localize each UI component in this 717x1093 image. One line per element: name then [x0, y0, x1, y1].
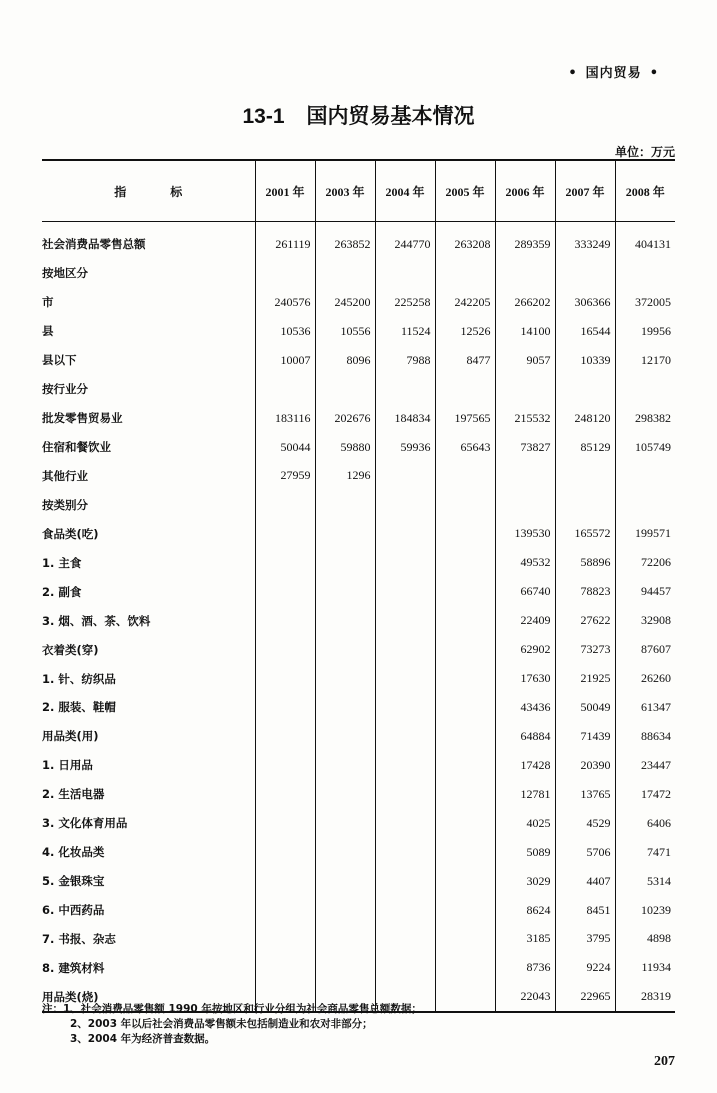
- table-cell: 12781: [495, 780, 555, 809]
- table-cell: [255, 548, 315, 577]
- table-cell: 71439: [555, 722, 615, 751]
- table-cell: 22965: [555, 982, 615, 1012]
- row-label: 社会消费品零售总额: [42, 237, 146, 252]
- table-cell: [555, 490, 615, 519]
- table-row: [42, 867, 675, 896]
- table-cell: [315, 780, 375, 809]
- table-body: [42, 222, 675, 1013]
- table-cell: [255, 693, 315, 722]
- table-cell: [315, 606, 375, 635]
- header-year: 2007 年: [555, 160, 615, 222]
- row-label: 其他行业: [42, 468, 88, 483]
- table-cell: [435, 490, 495, 519]
- table-cell: [615, 490, 675, 519]
- table-cell: 73273: [555, 635, 615, 664]
- table-cell: 14100: [495, 317, 555, 346]
- table-cell: 10339: [555, 346, 615, 375]
- table-cell: 9057: [495, 346, 555, 375]
- table-cell: 244770: [375, 222, 435, 259]
- table-cell: [435, 751, 495, 780]
- table-cell: 263208: [435, 222, 495, 259]
- table-cell: [375, 664, 435, 693]
- table-cell: [375, 751, 435, 780]
- table-cell: 183116: [255, 404, 315, 433]
- table-cell: [375, 519, 435, 548]
- table-cell: 215532: [495, 404, 555, 433]
- table-cell: 32908: [615, 606, 675, 635]
- header-year: 2006 年: [495, 160, 555, 222]
- table-row: [42, 317, 675, 346]
- table-cell: 8736: [495, 953, 555, 982]
- table-cell: [435, 375, 495, 404]
- unit-label: 单位：万元: [614, 145, 675, 159]
- table-cell: 17630: [495, 664, 555, 693]
- table-cell: 289359: [495, 222, 555, 259]
- row-label: 衣着类(穿): [42, 642, 99, 657]
- page-title: [0, 100, 717, 130]
- table-row: [42, 693, 675, 722]
- row-label: 4. 化妆品类: [42, 845, 105, 860]
- footnote: 3、2004 年为经济普查数据。: [70, 1033, 216, 1045]
- table-cell: 202676: [315, 404, 375, 433]
- row-label: 住宿和餐饮业: [42, 440, 111, 455]
- table-cell: 17472: [615, 780, 675, 809]
- row-label: 县以下: [42, 353, 77, 368]
- table-row: [42, 809, 675, 838]
- table-cell: [255, 375, 315, 404]
- table-cell: 184834: [375, 404, 435, 433]
- table-cell: [315, 259, 375, 288]
- table-row: [42, 606, 675, 635]
- table-cell: 43436: [495, 693, 555, 722]
- table-cell: [315, 664, 375, 693]
- table-cell: [615, 259, 675, 288]
- table-cell: [435, 519, 495, 548]
- table-cell: 242205: [435, 288, 495, 317]
- table-cell: [435, 925, 495, 954]
- table-cell: 16544: [555, 317, 615, 346]
- table-row: [42, 519, 675, 548]
- table-cell: 333249: [555, 222, 615, 259]
- table-cell: [255, 519, 315, 548]
- table-cell: 105749: [615, 433, 675, 462]
- table-cell: [255, 606, 315, 635]
- table-cell: [255, 925, 315, 954]
- table-cell: 19956: [615, 317, 675, 346]
- table-cell: 7471: [615, 838, 675, 867]
- table-cell: 4407: [555, 867, 615, 896]
- table-title: 国内贸易基本情况: [306, 104, 475, 128]
- table-cell: 78823: [555, 577, 615, 606]
- table-row: [42, 925, 675, 954]
- row-label: 3. 烟、酒、茶、饮料: [42, 613, 151, 628]
- table-cell: 13765: [555, 780, 615, 809]
- table-cell: [315, 722, 375, 751]
- row-label: 1. 针、纺织品: [42, 671, 116, 686]
- table-cell: 5706: [555, 838, 615, 867]
- table-cell: 240576: [255, 288, 315, 317]
- table-cell: [375, 925, 435, 954]
- table-cell: [255, 953, 315, 982]
- table-row: [42, 838, 675, 867]
- table-cell: 27959: [255, 462, 315, 491]
- row-label: 按类别分: [42, 497, 88, 512]
- header-indicator: 指标: [42, 160, 255, 222]
- table-cell: 11524: [375, 317, 435, 346]
- header-year: 2005 年: [435, 160, 495, 222]
- table-cell: [255, 896, 315, 925]
- table-cell: [375, 809, 435, 838]
- table-cell: [435, 809, 495, 838]
- footnote: 2、2003 年以后社会消费品零售额未包括制造业和农对非部分；: [70, 1018, 373, 1030]
- table-cell: [315, 953, 375, 982]
- table-cell: [255, 722, 315, 751]
- table-cell: 85129: [555, 433, 615, 462]
- row-label: 批发零售贸易业: [42, 411, 123, 426]
- table-row: [42, 751, 675, 780]
- table-row: [42, 433, 675, 462]
- table-row: [42, 780, 675, 809]
- table-cell: 62902: [495, 635, 555, 664]
- table-cell: 7988: [375, 346, 435, 375]
- row-label: 用品类(烧): [42, 982, 255, 1012]
- table-cell: [495, 490, 555, 519]
- table-cell: 248120: [555, 404, 615, 433]
- page-number: 207: [654, 1054, 675, 1069]
- table-cell: [315, 925, 375, 954]
- table-cell: 9224: [555, 953, 615, 982]
- table-cell: 225258: [375, 288, 435, 317]
- table-cell: [255, 838, 315, 867]
- table-cell: [255, 635, 315, 664]
- table-cell: [435, 722, 495, 751]
- row-label: 7. 书报、杂志: [42, 931, 116, 946]
- table-cell: 4025: [495, 809, 555, 838]
- table-cell: [495, 259, 555, 288]
- table-cell: 61347: [615, 693, 675, 722]
- table-cell: [315, 896, 375, 925]
- row-label: 县: [42, 324, 54, 339]
- table-cell: 10239: [615, 896, 675, 925]
- table-cell: 58896: [555, 548, 615, 577]
- table-cell: [375, 867, 435, 896]
- table-cell: [555, 462, 615, 491]
- table-cell: [375, 953, 435, 982]
- table-cell: [315, 548, 375, 577]
- table-cell: 88634: [615, 722, 675, 751]
- table-cell: 10556: [315, 317, 375, 346]
- table-header-row: [42, 160, 675, 222]
- row-label: 8. 建筑材料: [42, 960, 105, 975]
- row-label: 2. 生活电器: [42, 787, 105, 802]
- table-cell: 8477: [435, 346, 495, 375]
- table-cell: 73827: [495, 433, 555, 462]
- table-cell: 22043: [495, 982, 555, 1012]
- table-cell: [315, 577, 375, 606]
- bullet-dot-right: •: [649, 66, 659, 81]
- table-cell: 94457: [615, 577, 675, 606]
- table-cell: [435, 780, 495, 809]
- table-cell: [375, 375, 435, 404]
- table-cell: [495, 462, 555, 491]
- table-cell: 266202: [495, 288, 555, 317]
- table-cell: 3029: [495, 867, 555, 896]
- table-cell: 8451: [555, 896, 615, 925]
- table-cell: 12170: [615, 346, 675, 375]
- table-cell: [615, 375, 675, 404]
- footnotes: [42, 1002, 422, 1047]
- table-row: [42, 548, 675, 577]
- table-cell: [555, 375, 615, 404]
- table-cell: 5089: [495, 838, 555, 867]
- table-cell: [555, 259, 615, 288]
- table-cell: [435, 577, 495, 606]
- header-year: 2004 年: [375, 160, 435, 222]
- bullet-dot-left: •: [568, 66, 578, 81]
- table-row: [42, 635, 675, 664]
- table-cell: [375, 490, 435, 519]
- table-cell: 298382: [615, 404, 675, 433]
- table-cell: [255, 751, 315, 780]
- table-row: [42, 288, 675, 317]
- row-label: 按行业分: [42, 382, 88, 397]
- table-cell: [375, 462, 435, 491]
- table-cell: 4898: [615, 925, 675, 954]
- table-cell: 8096: [315, 346, 375, 375]
- row-label: 1. 主食: [42, 555, 82, 570]
- table-cell: [255, 780, 315, 809]
- table-cell: 372005: [615, 288, 675, 317]
- table-cell: 20390: [555, 751, 615, 780]
- table-cell: 17428: [495, 751, 555, 780]
- table-cell: 65643: [435, 433, 495, 462]
- table-cell: [435, 867, 495, 896]
- table-cell: [435, 548, 495, 577]
- table-cell: 3795: [555, 925, 615, 954]
- table-cell: [435, 462, 495, 491]
- table-cell: 50044: [255, 433, 315, 462]
- table-cell: 59936: [375, 433, 435, 462]
- table-row: [42, 346, 675, 375]
- table-cell: 12526: [435, 317, 495, 346]
- row-label: 6. 中西药品: [42, 903, 105, 918]
- table-cell: [255, 867, 315, 896]
- row-label: 3. 文化体育用品: [42, 816, 128, 831]
- table-cell: 306366: [555, 288, 615, 317]
- table-cell: 50049: [555, 693, 615, 722]
- table-cell: 59880: [315, 433, 375, 462]
- table-row: [42, 222, 675, 259]
- table-cell: 245200: [315, 288, 375, 317]
- table-cell: 23447: [615, 751, 675, 780]
- footnote: 注：1、社会消费品零售额 1990 年按地区和行业分组为社会商品零售总额数据；: [42, 1003, 422, 1015]
- table-row: [42, 375, 675, 404]
- table-cell: [435, 982, 495, 1012]
- table-cell: [315, 635, 375, 664]
- table-cell: [315, 693, 375, 722]
- row-label: 5. 金银珠宝: [42, 874, 105, 889]
- table-cell: 11934: [615, 953, 675, 982]
- table-cell: 5314: [615, 867, 675, 896]
- table-row: [42, 953, 675, 982]
- trade-table: [42, 159, 675, 1013]
- table-cell: [255, 664, 315, 693]
- table-cell: [315, 751, 375, 780]
- row-label: 按地区分: [42, 266, 88, 281]
- table-cell: [255, 259, 315, 288]
- row-label: 1. 日用品: [42, 758, 93, 773]
- table-cell: 66740: [495, 577, 555, 606]
- table-row: [42, 404, 675, 433]
- table-cell: [255, 809, 315, 838]
- table-cell: [435, 838, 495, 867]
- table-cell: [375, 838, 435, 867]
- table-cell: 197565: [435, 404, 495, 433]
- table-cell: [435, 259, 495, 288]
- table-cell: 27622: [555, 606, 615, 635]
- table-cell: 3185: [495, 925, 555, 954]
- table-row: [42, 462, 675, 491]
- table-cell: [375, 896, 435, 925]
- table-cell: 1296: [315, 462, 375, 491]
- table-cell: 6406: [615, 809, 675, 838]
- table-cell: 21925: [555, 664, 615, 693]
- table-cell: [315, 519, 375, 548]
- table-row: [42, 722, 675, 751]
- row-label: 2. 副食: [42, 584, 82, 599]
- table-cell: 28319: [615, 982, 675, 1012]
- table-cell: 404131: [615, 222, 675, 259]
- table-cell: [375, 722, 435, 751]
- table-cell: 10007: [255, 346, 315, 375]
- header-year: 2001 年: [255, 160, 315, 222]
- table-row: [42, 664, 675, 693]
- row-label: 2. 服装、鞋帽: [42, 700, 116, 715]
- table-row: [42, 577, 675, 606]
- table-cell: [375, 548, 435, 577]
- table-cell: 22409: [495, 606, 555, 635]
- table-cell: [615, 462, 675, 491]
- table-cell: [435, 896, 495, 925]
- table-cell: [375, 635, 435, 664]
- row-label: 用品类(用): [42, 729, 99, 744]
- table-cell: [435, 693, 495, 722]
- table-cell: [315, 838, 375, 867]
- table-cell: [435, 953, 495, 982]
- table-cell: [315, 809, 375, 838]
- table-cell: [495, 375, 555, 404]
- table-cell: 263852: [315, 222, 375, 259]
- table-cell: 4529: [555, 809, 615, 838]
- table-cell: 10536: [255, 317, 315, 346]
- running-header-text: 国内贸易: [585, 66, 642, 81]
- table-row: [42, 896, 675, 925]
- table-cell: 139530: [495, 519, 555, 548]
- table-cell: [315, 375, 375, 404]
- table-cell: [255, 577, 315, 606]
- table-cell: [255, 490, 315, 519]
- table-cell: 72206: [615, 548, 675, 577]
- header-year: 2008 年: [615, 160, 675, 222]
- table-cell: [375, 780, 435, 809]
- table-cell: [435, 664, 495, 693]
- table-cell: 64884: [495, 722, 555, 751]
- table-cell: 199571: [615, 519, 675, 548]
- header-year: 2003 年: [315, 160, 375, 222]
- table-cell: [315, 867, 375, 896]
- table-row: [42, 490, 675, 519]
- table-cell: 165572: [555, 519, 615, 548]
- table-cell: 26260: [615, 664, 675, 693]
- table-cell: 49532: [495, 548, 555, 577]
- table-cell: [315, 490, 375, 519]
- table-cell: 87607: [615, 635, 675, 664]
- table-cell: [375, 606, 435, 635]
- table-cell: 261119: [255, 222, 315, 259]
- row-label: 食品类(吃): [42, 526, 99, 541]
- table-cell: 8624: [495, 896, 555, 925]
- table-cell: [435, 635, 495, 664]
- table-cell: [435, 606, 495, 635]
- table-row: [42, 259, 675, 288]
- table-cell: [375, 577, 435, 606]
- row-label: 市: [42, 295, 54, 310]
- table-cell: [375, 693, 435, 722]
- table-number: 13-1: [242, 105, 285, 128]
- running-header: [560, 62, 667, 81]
- table-cell: [375, 259, 435, 288]
